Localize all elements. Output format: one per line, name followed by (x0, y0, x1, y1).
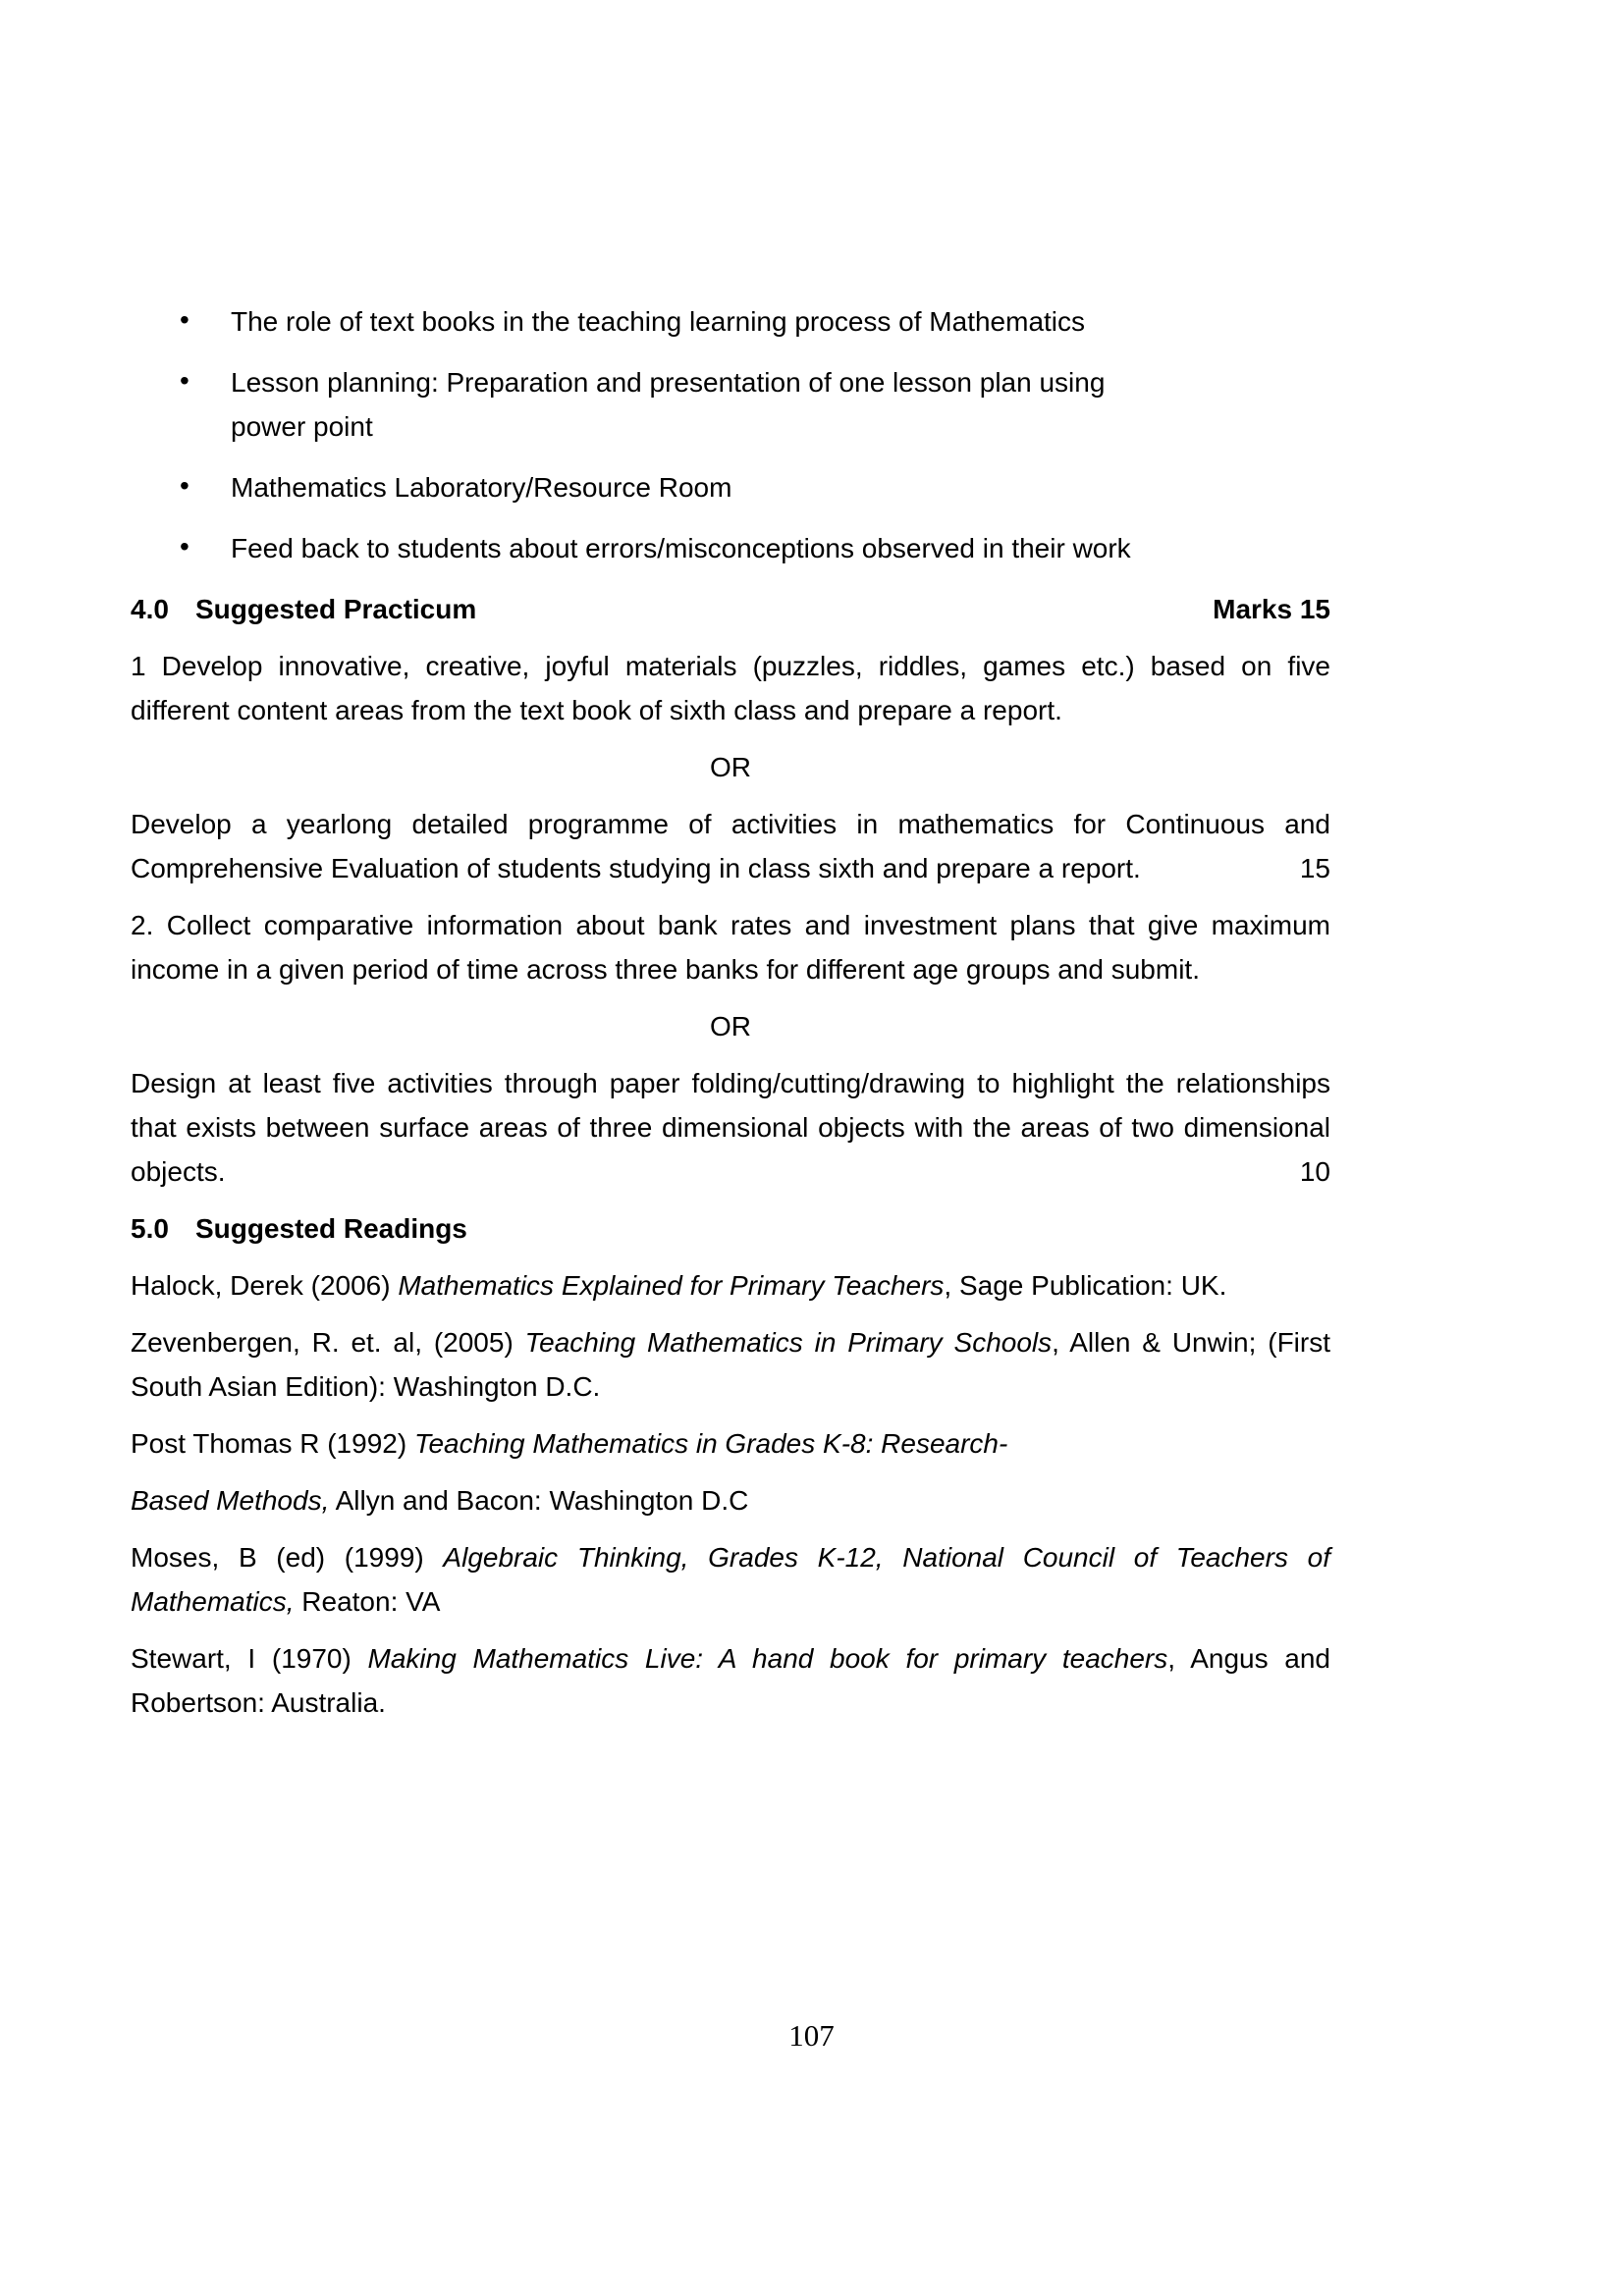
bullet-icon: • (180, 470, 189, 501)
paragraph-text: 2. Collect comparative information about bank rates and investment plans that give maximum income in a given period of time across three banks for different age groups and submit. (131, 910, 1330, 985)
or-separator-1: OR (710, 752, 751, 782)
reference-title: Making Mathematics Live: A hand book for primary teachers (367, 1643, 1168, 1674)
bullet-list (131, 299, 1330, 570)
paragraph-text: 1 Develop innovative, creative, joyful materials (puzzles, riddles, games etc.) based on five different content areas from the text book of sixth class and prepare a report. (131, 651, 1330, 725)
page-content (131, 299, 1330, 1737)
section-heading-left (131, 587, 476, 631)
bullet-text: The role of text books in the teaching learning process of Mathematics (231, 306, 1086, 337)
paragraph-practicum-item2 (131, 903, 1330, 991)
reference-title: Mathematics Explained for Primary Teachers (398, 1270, 945, 1301)
marks-value: 15 (1299, 853, 1330, 883)
reference-title: Based Methods, (131, 1485, 330, 1516)
bullet-icon: • (180, 531, 189, 561)
bullet-icon: • (180, 304, 189, 335)
paragraph-text: Design at least five activities through paper folding/cutting/drawing to highlight the relationships that exists between surface areas of three dimensional objects with the areas of two dimensional objects. (131, 1068, 1330, 1187)
section-marks-label: Marks 15 (1213, 594, 1330, 624)
reference-title: Algebraic Thinking, Grades K-12, National Council of Teachers of Mathematics, (131, 1542, 1330, 1617)
paragraph-practicum-alt2 (131, 1061, 1330, 1194)
reference (131, 1535, 1330, 1624)
reference (131, 1263, 1330, 1308)
marks-value: 10 (1299, 1156, 1330, 1187)
section-title: Suggested Readings (194, 1213, 467, 1244)
reference-text: , Sage Publication: UK. (944, 1270, 1227, 1301)
bullet-text: power point (231, 411, 373, 442)
reference-title: Teaching Mathematics in Grades K-8: Research- (413, 1428, 1008, 1459)
paragraph-practicum-alt1 (131, 802, 1330, 890)
reference-text: Allyn and Bacon: Washington D.C (329, 1485, 749, 1516)
bullet-text: Lesson planning: Preparation and presentation of one lesson plan using (231, 367, 1106, 398)
page-number: 107 (788, 2018, 835, 2053)
bullet-item (131, 299, 1330, 344)
bullet-item (131, 465, 1330, 509)
reference-title: Teaching Mathematics in Primary Schools (524, 1327, 1053, 1358)
bullet-text: Feed back to students about errors/misconceptions observed in their work (231, 533, 1131, 563)
reference (131, 1320, 1330, 1409)
reference-text: Post Thomas R (1992) (131, 1428, 414, 1459)
bullet-item (131, 526, 1330, 570)
reference-text: , Angus and Robertson: Australia. (131, 1643, 1331, 1718)
section-heading-left (131, 1206, 467, 1251)
reference-text: Stewart, I (1970) (131, 1643, 368, 1674)
reference-text: Halock, Derek (2006) (131, 1270, 399, 1301)
or-separator-2: OR (710, 1011, 751, 1041)
section-number: 5.0 (131, 1213, 169, 1244)
section-heading-readings (131, 1206, 1330, 1251)
section-title: Suggested Practicum (194, 594, 477, 624)
reference (131, 1636, 1330, 1725)
section-heading-practicum (131, 587, 1330, 631)
section-number: 4.0 (131, 594, 169, 624)
paragraph-practicum-item1 (131, 644, 1330, 732)
reference-text: Zevenbergen, R. et. al, (2005) (131, 1327, 525, 1358)
bullet-icon: • (180, 365, 189, 396)
reference-text: , Allen & Unwin; (First South Asian Edition): Washington D.C. (131, 1327, 1330, 1402)
paragraph-text: Develop a yearlong detailed programme of activities in mathematics for Continuous and Comprehensive Evaluation of students studying in class sixth and prepare a report. (131, 809, 1330, 883)
reference-text: Moses, B (ed) (1999) (131, 1542, 444, 1573)
reference-text: Reaton: VA (294, 1586, 441, 1617)
reference (131, 1478, 1330, 1522)
reference (131, 1421, 1330, 1466)
bullet-text: Mathematics Laboratory/Resource Room (231, 472, 732, 503)
bullet-item (131, 360, 1330, 449)
